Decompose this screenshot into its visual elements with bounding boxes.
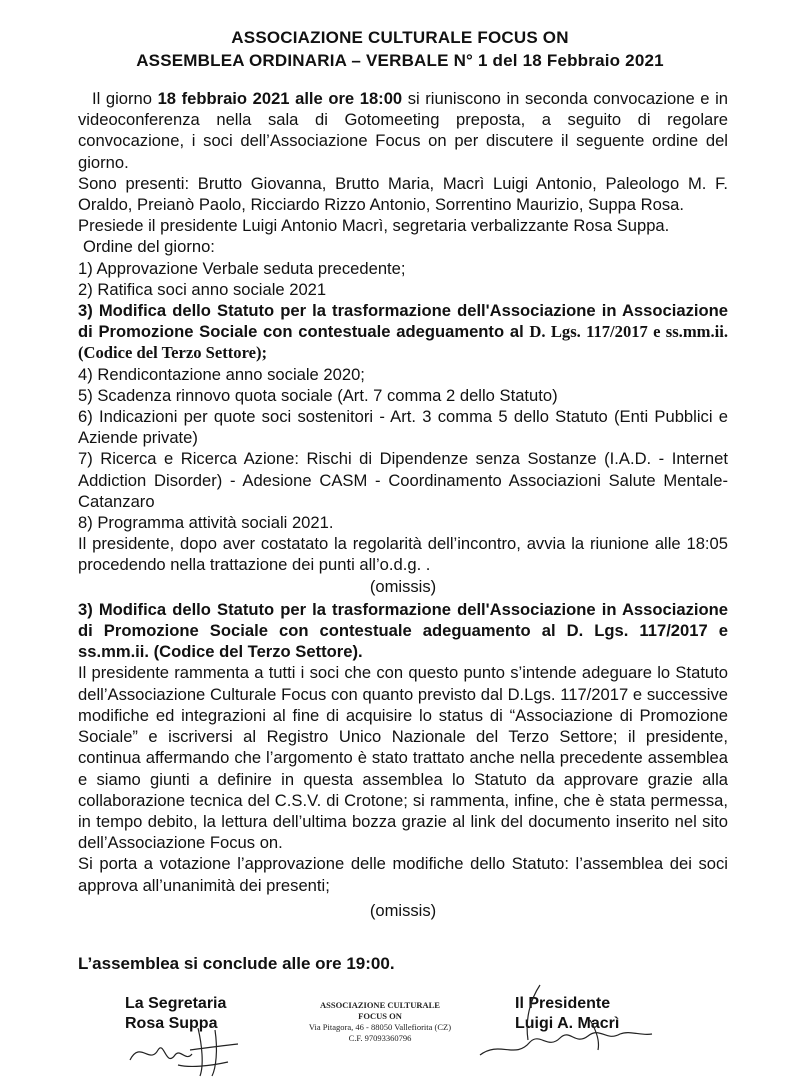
- stamp-line-3: Via Pitagora, 46 - 88050 Vallefiorita (CZ): [308, 1022, 452, 1032]
- association-title: ASSOCIAZIONE CULTURALE FOCUS ON: [231, 28, 569, 47]
- agenda-item-3-law: D. Lgs. 117/2017 e ss.mm.ii. (Codice del Terzo Settore);: [78, 322, 728, 363]
- agenda-item-1: 1) Approvazione Verbale seduta precedente;: [78, 258, 406, 278]
- agenda-item-3-text: 3) Modifica dello Statuto per la trasformazione dell'Associazione in Associazione di Promozione Sociale con contestuale adeguamento al: [78, 301, 728, 342]
- intro-pre: Il giorno: [92, 89, 158, 108]
- association-stamp: [300, 1000, 460, 1044]
- opening-paragraph: Il presidente, dopo aver costatato la regolarità dell’incontro, avvia la riunione alle 18:05 procedendo nella trattazione dei punti all’o.d.g. .: [78, 534, 728, 575]
- agenda-label: Ordine del giorno:: [83, 237, 215, 257]
- intro-post: si riuniscono in seconda convocazione e in videoconferenza nella sala di Gotomeeting preposta, a seguito di regolare convocazione, i soci dell’Associazione Focus on per discutere il seguente ordine del giorno.: [78, 89, 728, 172]
- omissis-2: (omissis): [369, 900, 437, 920]
- vote-paragraph: Si porta a votazione l’approvazione delle modifiche dello Statuto: l’assemblea dei soci approva all’unanimità dei presenti;: [78, 854, 728, 895]
- stamp-line-1: ASSOCIAZIONE CULTURALE: [320, 1000, 440, 1010]
- agenda-item-3: [78, 300, 728, 364]
- secretary-role: La Segretaria: [125, 995, 227, 1012]
- president-handwritten-signature: [470, 980, 670, 1070]
- minutes-body: [78, 88, 728, 921]
- stamp-line-2: FOCUS ON: [358, 1011, 402, 1021]
- agenda-item-4: 4) Rendicontazione anno sociale 2020;: [78, 364, 365, 384]
- secretary-name: Rosa Suppa: [125, 1015, 218, 1032]
- assembly-title: ASSEMBLEA ORDINARIA – VERBALE N° 1 del 18 Febbraio 2021: [136, 51, 664, 70]
- president-role: Il Presidente: [515, 995, 611, 1012]
- attendees-paragraph: Sono presenti: Brutto Giovanna, Brutto Maria, Macrì Luigi Antonio, Paleologo M. F. Oraldo, Preianò Paolo, Ricciardo Rizzo Antonio, Sorrentino Maurizio, Suppa Rosa.: [78, 173, 728, 215]
- section-3-body: Il presidente rammenta a tutti i soci che con questo punto s’intende adeguare lo Statuto dell’Associazione Culturale Focus con quanto previsto dal D.Lgs. 117/2017 e successive modifiche ed integrazioni al fine di acquisire lo status di “Associazione di Promozione Sociale” e iscriversi al Registro Unico Nazionale del Terzo Settore; il presidente, continua affermando che l’argomento è stato trattato anche nella precedente assemblea e siamo giunti a definire in questa assemblea lo Statuto da approvare grazie alla collaborazione tecnica del C.S.V. di Crotone; si rammenta, infine, che è stata permessa, in tempo debito, la lettura dell’ultima bozza grazie al link del documento inserito nel sito dell’Associazione Focus on.: [78, 663, 728, 853]
- intro-paragraph: [78, 88, 728, 173]
- agenda-item-7: 7) Ricerca e Ricerca Azione: Rischi di Dipendenze senza Sostanze (I.A.D. - Internet Addiction Disorder) - Adesione CASM - Coordinamento Associazioni Salute Mentale-Catanzaro: [78, 449, 728, 511]
- closing-statement: L’assemblea si conclude alle ore 19:00.: [78, 954, 395, 973]
- chair-paragraph: Presiede il presidente Luigi Antonio Macrì, segretaria verbalizzante Rosa Suppa.: [78, 216, 670, 236]
- agenda-item-5: 5) Scadenza rinnovo quota sociale (Art. 7 comma 2 dello Statuto): [78, 385, 558, 405]
- omissis-1: (omissis): [369, 576, 437, 596]
- agenda-item-8: 8) Programma attività sociali 2021.: [78, 513, 334, 533]
- agenda-item-2: 2) Ratifica soci anno sociale 2021: [78, 279, 327, 299]
- stamp-line-4: C.F. 97093360796: [348, 1033, 412, 1043]
- agenda-item-6: 6) Indicazioni per quote soci sostenitori - Art. 3 comma 5 dello Statuto (Enti Pubblici e Aziende private): [78, 407, 728, 448]
- secretary-handwritten-signature: [120, 1020, 250, 1078]
- president-name: Luigi A. Macrì: [515, 1015, 620, 1032]
- meeting-date: 18 febbraio 2021 alle ore 18:00: [157, 89, 403, 108]
- section-3-heading: 3) Modifica dello Statuto per la trasformazione dell'Associazione in Associazione di Promozione Sociale con contestuale adeguamento al D. Lgs. 117/2017 e ss.mm.ii. (Codice del Terzo Settore).: [78, 599, 728, 662]
